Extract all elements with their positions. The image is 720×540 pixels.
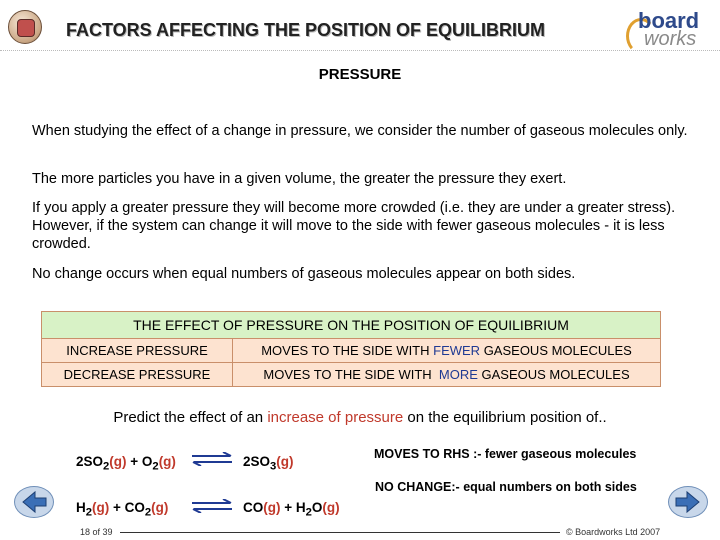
effect-text: MOVES TO THE SIDE WITH [263,367,439,382]
effect-text: MOVES TO THE SIDE WITH [261,343,434,358]
paragraph-2: The more particles you have in a given volume, the greater the pressure they exert. [32,171,567,187]
table-cell-change: DECREASE PRESSURE [42,363,233,387]
effect-keyword: MORE [438,367,478,382]
home-icon [17,19,35,37]
copyright: © Boardworks Ltd 2007 [566,527,661,537]
table-cell-effect [233,339,661,363]
equilibrium-arrows-icon [190,452,234,466]
effect-keyword: FEWER [433,343,481,358]
footer-divider [120,532,560,533]
logo-text-top: board [638,8,700,33]
page-title: FACTORS AFFECTING THE POSITION OF EQUILIBRIUM [66,20,546,40]
table-cell-effect [233,363,661,387]
page-number: 18 of 39 [80,527,113,537]
next-button[interactable] [668,486,708,518]
reaction-1-reactants: $2SO_2(g) + O_2(g)$ [76,454,176,473]
paragraph-4: No change occurs when equal numbers of gaseous molecules appear on both sides. [32,266,576,282]
reaction-2-products: $CO(g) + H_2O(g)$ [243,500,340,519]
predict-text: Predict the effect of an [113,409,268,426]
table-row [42,363,661,387]
paragraph-1: When studying the effect of a change in pressure, we consider the number of gaseous molecules only. [32,123,688,139]
table-cell-change: INCREASE PRESSURE [42,339,233,363]
reaction-1-answer: MOVES TO RHS :- fewer gaseous molecules [374,447,637,461]
pressure-effect-table [41,311,661,387]
predict-text: on the equilibrium position of.. [403,409,607,426]
reaction-2-reactants: $H_2(g) + CO_2(g)$ [76,500,169,519]
home-button[interactable] [8,10,42,44]
table-row [42,339,661,363]
reaction-2-answer: NO CHANGE:- equal numbers on both sides [375,480,637,494]
reaction-1-products: $2SO_3(g)$ [243,454,294,473]
arrow-right-icon [669,487,707,517]
equilibrium-arrows-icon [190,499,234,513]
section-subtitle: PRESSURE [318,66,402,83]
predict-prompt [0,409,720,426]
header-divider [0,50,720,51]
effect-text: GASEOUS MOLECULES [477,367,630,382]
paragraph-3: If you apply a greater pressure they will become more crowded (i.e. they are under a greater stress). However, if the system can change it will move to the side with fewer gaseous molecules - it is less crowded. [32,200,676,252]
back-button[interactable] [14,486,54,518]
effect-text: GASEOUS MOLECULES [480,343,632,358]
logo-text-bottom: works [644,28,697,50]
table-heading: THE EFFECT OF PRESSURE ON THE POSITION OF EQUILIBRIUM [42,312,661,339]
predict-keyword: increase of pressure [267,409,404,426]
boardworks-logo [600,8,712,54]
arrow-left-icon [15,487,53,517]
